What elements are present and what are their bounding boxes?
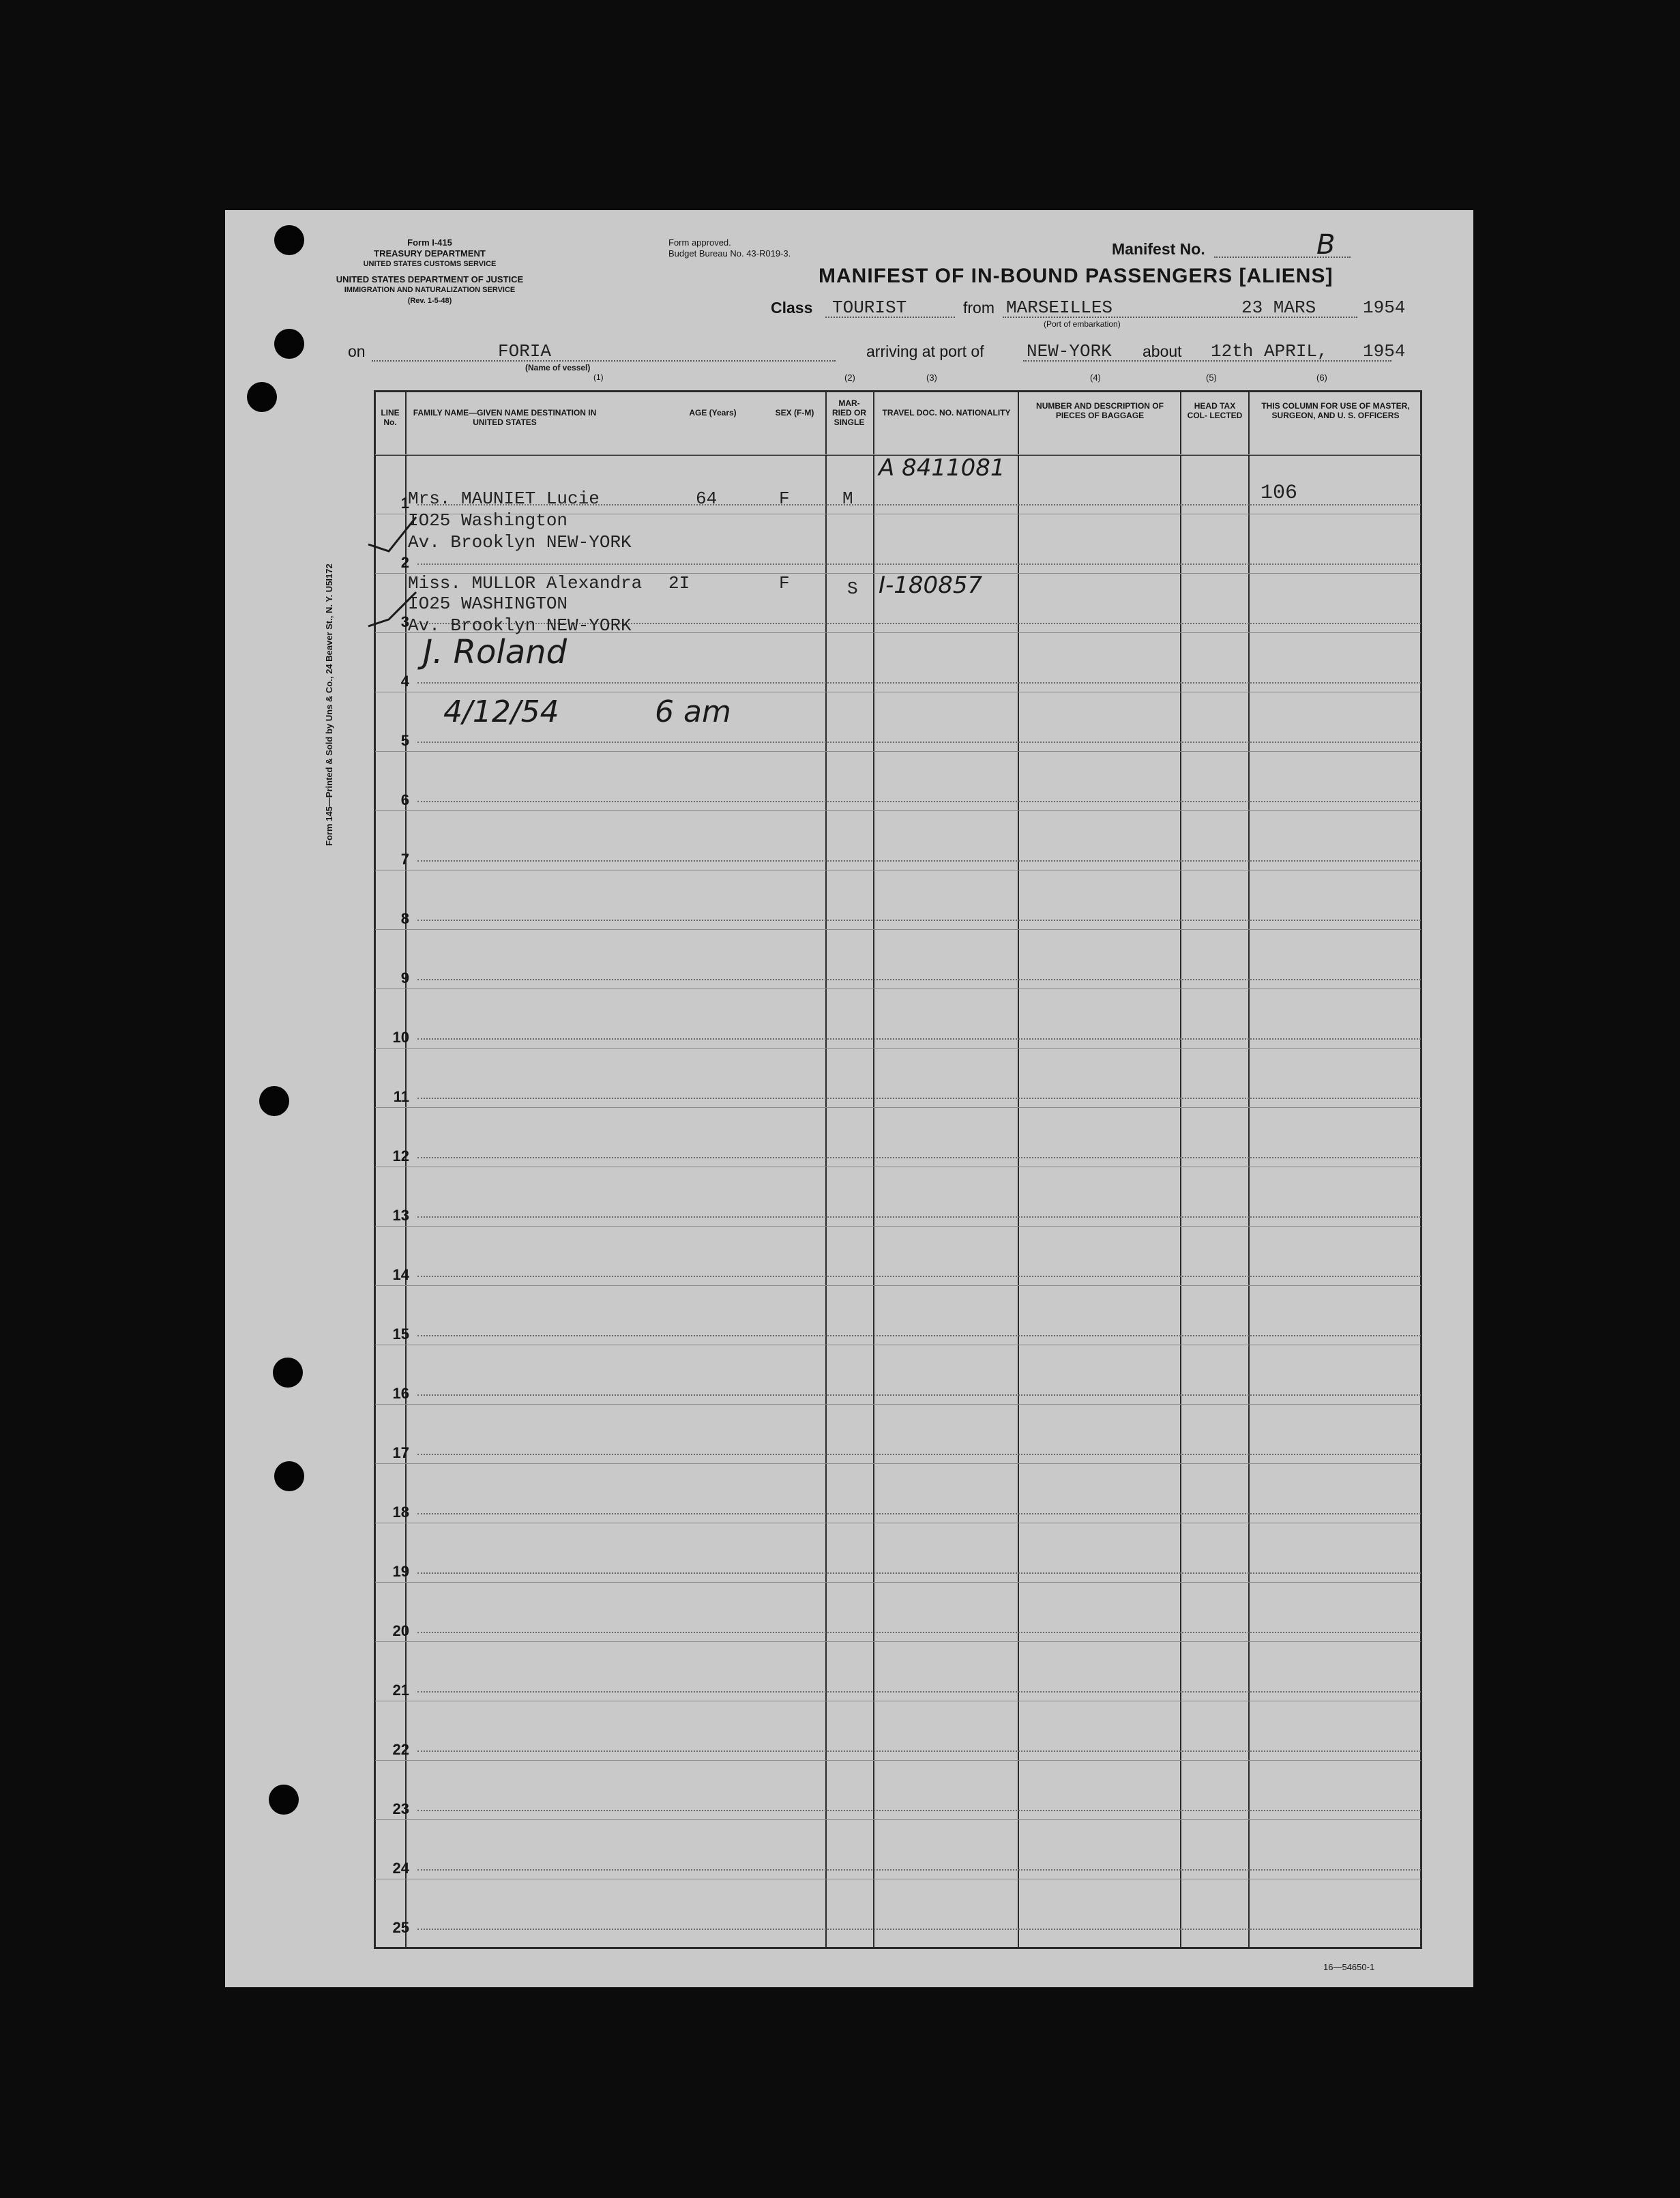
header-married: MAR- RIED OR SINGLE (831, 398, 866, 427)
line-number: 12 (392, 1147, 409, 1164)
col-num-6: (6) (1316, 372, 1327, 383)
row-dotted-rule (417, 1276, 1421, 1277)
line-number: 15 (392, 1325, 409, 1343)
dept-immigration: IMMIGRATION AND NATURALIZATION SERVICE (344, 286, 516, 294)
from-label: from (963, 299, 994, 317)
class-line (825, 317, 955, 318)
class-value: TOURIST (832, 297, 907, 318)
stamp-time: 6 am (655, 694, 731, 729)
col-num-2: (2) (844, 372, 855, 383)
table-row (375, 1760, 1421, 1820)
table-row (375, 1345, 1421, 1405)
row-dotted-rule (417, 563, 1421, 565)
table-row (375, 1701, 1421, 1761)
line-number: 25 (392, 1919, 409, 1936)
row-dotted-rule (417, 860, 1421, 862)
header-officers: THIS COLUMN FOR USE OF MASTER, SURGEON, AND U. S. OFFICERS (1261, 401, 1410, 420)
table-row (375, 1463, 1421, 1523)
line-number: 14 (392, 1266, 409, 1283)
punch-hole (273, 1358, 303, 1388)
punch-hole (274, 1461, 304, 1491)
line-number: 11 (393, 1088, 409, 1105)
on-label: on (348, 342, 366, 360)
line-number: 5 (400, 732, 409, 749)
line-number: 1 (400, 495, 409, 512)
table-row (375, 1048, 1421, 1108)
punch-hole (259, 1086, 289, 1116)
line-number: 9 (400, 969, 409, 986)
passenger-1-age: 64 (696, 488, 718, 509)
line-number: 18 (392, 1504, 409, 1521)
arrival-year: 1954 (1363, 341, 1406, 362)
arrival-port: NEW-YORK (1027, 341, 1112, 362)
line-number: 7 (400, 851, 409, 868)
line-number: 8 (400, 910, 409, 927)
punch-hole (274, 225, 304, 255)
passenger-2-marital: S (847, 578, 858, 599)
vessel-name: FORIA (498, 341, 552, 362)
table-row (375, 870, 1421, 930)
table-row (375, 810, 1421, 870)
check-marks (362, 503, 423, 640)
row-dotted-rule (417, 979, 1421, 980)
dept-customs: UNITED STATES CUSTOMS SERVICE (363, 260, 497, 268)
header-name: FAMILY NAME—GIVEN NAME DESTINATION IN UNITED STATES (413, 408, 597, 427)
row-dotted-rule (417, 1098, 1421, 1099)
row-dotted-rule (417, 920, 1421, 921)
manifest-no-value: B (1316, 229, 1336, 261)
vessel-column-number: (1) (593, 372, 604, 382)
punch-hole (247, 382, 277, 412)
table-row (375, 1404, 1421, 1464)
table-row (375, 1582, 1421, 1642)
line-number: 23 (392, 1800, 409, 1817)
header-line-no: LINE No. (381, 408, 400, 427)
header-sex: SEX (F-M) (775, 408, 814, 417)
passenger-1-officer-note: 106 (1261, 482, 1298, 505)
table-row (375, 988, 1421, 1049)
table-row (375, 929, 1421, 989)
line-number: 2 (400, 554, 409, 571)
dept-justice: UNITED STATES DEPARTMENT OF JUSTICE (336, 274, 524, 284)
row-dotted-rule (417, 1157, 1421, 1158)
passenger-2-name: Miss. MULLOR Alexandra (408, 573, 643, 594)
line-number: 24 (392, 1860, 409, 1877)
from-year: 1954 (1363, 297, 1406, 318)
stamp-date: 4/12/54 (443, 694, 559, 729)
row-dotted-rule (417, 1454, 1421, 1455)
row-dotted-rule (417, 1632, 1421, 1633)
row-dotted-rule (417, 1335, 1421, 1336)
form-revision: (Rev. 1-5-48) (407, 297, 452, 305)
row-dotted-rule (417, 1572, 1421, 1574)
passenger-1-travel-doc: A 8411081 (879, 454, 1005, 482)
passenger-1-marital: M (842, 488, 853, 509)
line-number: 19 (392, 1563, 409, 1580)
row-dotted-rule (417, 1513, 1421, 1514)
row-dotted-rule (417, 682, 1421, 684)
manifest-sheet (225, 210, 1473, 1987)
arrival-line (1023, 360, 1391, 362)
col-num-4: (4) (1090, 372, 1101, 383)
row-dotted-rule (417, 1691, 1421, 1693)
row-dotted-rule (417, 1750, 1421, 1752)
table-row (375, 1167, 1421, 1227)
manifest-no-label: Manifest No. (1112, 240, 1205, 258)
line-number: 17 (392, 1444, 409, 1461)
from-value: MARSEILLES (1006, 297, 1113, 318)
embark-note: (Port of embarkation) (1044, 319, 1121, 329)
arrival-date: 12th APRIL, (1211, 341, 1328, 362)
from-date: 23 MARS (1241, 297, 1316, 318)
class-label: Class (771, 299, 813, 317)
row-dotted-rule (417, 1810, 1421, 1811)
line-number: 22 (392, 1741, 409, 1758)
manifest-title: MANIFEST OF IN-BOUND PASSENGERS [ALIENS] (819, 265, 1333, 287)
row-dotted-rule (417, 742, 1421, 743)
passenger-1-name: Mrs. MAUNIET Lucie (408, 488, 600, 509)
line-number: 6 (400, 791, 409, 808)
row-dotted-rule (417, 801, 1421, 802)
vessel-line (372, 360, 836, 362)
vessel-note: (Name of vessel) (525, 363, 591, 372)
col-num-5: (5) (1206, 372, 1217, 383)
col-num-3: (3) (926, 372, 937, 383)
dept-treasury: TREASURY DEPARTMENT (374, 248, 486, 259)
header-head-tax: HEAD TAX COL- LECTED (1187, 401, 1243, 420)
table-row (375, 1523, 1421, 1583)
line-number: 20 (392, 1622, 409, 1639)
punch-hole (274, 329, 304, 359)
header-baggage: NUMBER AND DESCRIPTION OF PIECES OF BAGGAGE (1036, 401, 1164, 420)
line-number: 10 (392, 1029, 409, 1046)
row-dotted-rule (417, 1869, 1421, 1871)
header-travel-doc: TRAVEL DOC. NO. NATIONALITY (882, 408, 1011, 417)
line-number: 4 (400, 673, 409, 690)
passenger-1-address-1: IO25 Washington (408, 510, 568, 531)
signature: J. Roland (423, 633, 568, 671)
punch-hole (269, 1785, 299, 1815)
printer-imprint: Form 145—Printed & Sold by Uns & Co., 24 Beaver St., N. Y. U5I172 (324, 563, 334, 846)
form-approved: Form approved. (668, 237, 731, 248)
header-age: AGE (Years) (689, 408, 737, 417)
passenger-1-sex: F (779, 488, 790, 509)
table-row (375, 1641, 1421, 1701)
table-row (375, 1879, 1421, 1939)
row-dotted-rule (417, 1929, 1421, 1930)
arriving-label: arriving at port of (866, 342, 984, 360)
passenger-2-travel-doc: I-180857 (879, 572, 983, 599)
passenger-2-address-1: IO25 WASHINGTON (408, 594, 568, 614)
line-number: 13 (392, 1207, 409, 1224)
passenger-2-sex: F (779, 573, 790, 594)
line-number: 16 (392, 1385, 409, 1402)
footer-code: 16—54650-1 (1323, 1962, 1375, 1972)
passenger-1-address-2: Av. Brooklyn NEW-YORK (408, 532, 632, 553)
passenger-2-age: 2I (668, 573, 690, 594)
passenger-2-address-2: Av. Brooklyn NEW-YORK (408, 615, 632, 636)
line-number: 21 (392, 1682, 409, 1699)
table-row (375, 1226, 1421, 1286)
row-dotted-rule (417, 1394, 1421, 1396)
budget-bureau: Budget Bureau No. 43-R019-3. (668, 248, 791, 259)
table-row (375, 1819, 1421, 1879)
line-number: 3 (400, 613, 409, 630)
table-row (375, 751, 1421, 811)
table-row (375, 1285, 1421, 1345)
form-number: Form I-415 (407, 237, 452, 248)
about-label: about (1143, 342, 1182, 360)
table-row (375, 1107, 1421, 1167)
row-dotted-rule (417, 1038, 1421, 1040)
row-dotted-rule (417, 1216, 1421, 1218)
